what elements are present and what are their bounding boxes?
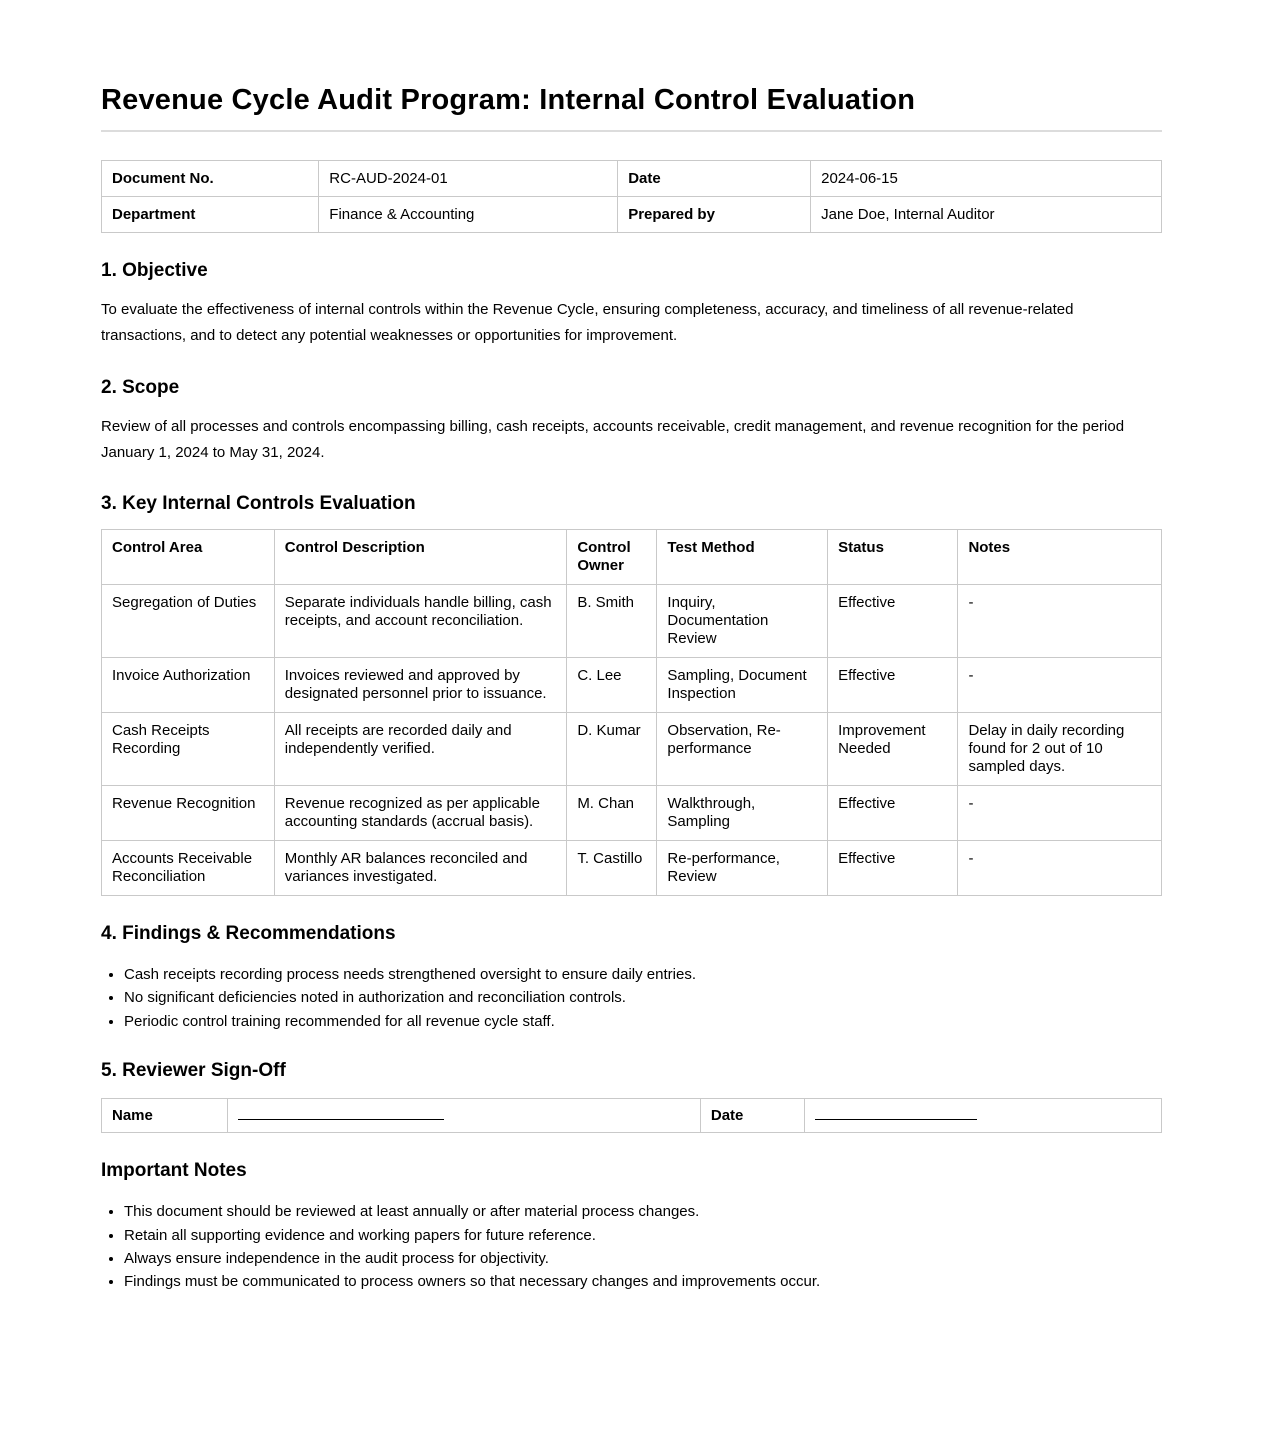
signoff-date-label: Date (700, 1099, 804, 1133)
meta-row (102, 197, 1162, 233)
section-heading-objective: 1. Objective (101, 260, 208, 281)
meta-label-document-no: Document No. (102, 161, 319, 197)
cell-notes: - (958, 786, 1162, 841)
important-notes-list (101, 1200, 1162, 1294)
signoff-table (101, 1098, 1162, 1133)
meta-value-date: 2024-06-15 (811, 161, 1162, 197)
cell-test-method: Walkthrough, Sampling (657, 786, 828, 841)
cell-status: Effective (828, 841, 958, 896)
meta-value-document-no: RC-AUD-2024-01 (319, 161, 618, 197)
cell-control-area: Invoice Authorization (102, 658, 275, 713)
section-heading-findings: 4. Findings & Recommendations (101, 923, 396, 944)
header-test-method: Test Method (657, 530, 828, 585)
controls-row (102, 713, 1162, 786)
meta-value-department: Finance & Accounting (319, 197, 618, 233)
findings-item: • Periodic control training recommended for all revenue cycle staff. (124, 1010, 1162, 1033)
controls-evaluation-table (101, 529, 1162, 896)
cell-status: Improvement Needed (828, 713, 958, 786)
cell-owner: M. Chan (567, 786, 657, 841)
cell-test-method: Observation, Re-performance (657, 713, 828, 786)
cell-control-area: Cash Receipts Recording (102, 713, 275, 786)
header-control-description: Control Description (274, 530, 567, 585)
findings-list (101, 963, 1162, 1033)
cell-description: All receipts are recorded daily and independently verified. (274, 713, 567, 786)
cell-owner: B. Smith (567, 585, 657, 658)
cell-control-area: Segregation of Duties (102, 585, 275, 658)
findings-item: • Cash receipts recording process needs strengthened oversight to ensure daily entries. (124, 963, 1162, 986)
cell-notes: Delay in daily recording found for 2 out of 10 sampled days. (958, 713, 1162, 786)
cell-test-method: Inquiry, Documentation Review (657, 585, 828, 658)
scope-paragraph: Review of all processes and controls encompassing billing, cash receipts, accounts receivable, credit management, and revenue recognition for the period January 1, 2024 to May 31, 2024. (101, 417, 1125, 461)
title-divider (101, 130, 1162, 132)
document-meta-table (101, 160, 1162, 233)
cell-description: Separate individuals handle billing, cash receipts, and account reconciliation. (274, 585, 567, 658)
meta-label-department: Department (102, 197, 319, 233)
signoff-row (102, 1099, 1162, 1133)
cell-description: Invoices reviewed and approved by designated personnel prior to issuance. (274, 658, 567, 713)
meta-label-date: Date (618, 161, 811, 197)
objective-paragraph: To evaluate the effectiveness of internal controls within the Revenue Cycle, ensuring completeness, accuracy, and timeliness of all revenue-related transactions, and to detect any potential weaknesses or opportunities for improvement. (101, 301, 1074, 345)
cell-notes: - (958, 658, 1162, 713)
cell-status: Effective (828, 658, 958, 713)
cell-control-area: Revenue Recognition (102, 786, 275, 841)
section-heading-controls: 3. Key Internal Controls Evaluation (101, 493, 416, 514)
cell-owner: C. Lee (567, 658, 657, 713)
document-page (101, 0, 1162, 1301)
signoff-date-cell (804, 1099, 1161, 1133)
cell-owner: D. Kumar (567, 713, 657, 786)
header-status: Status (828, 530, 958, 585)
section-heading-signoff: 5. Reviewer Sign-Off (101, 1060, 286, 1082)
cell-status: Effective (828, 786, 958, 841)
controls-row (102, 658, 1162, 713)
controls-row (102, 841, 1162, 896)
controls-row (102, 786, 1162, 841)
signoff-name-label: Name (102, 1099, 228, 1133)
cell-description: Revenue recognized as per applicable accounting standards (accrual basis). (274, 786, 567, 841)
header-control-area: Control Area (102, 530, 275, 585)
meta-row (102, 161, 1162, 197)
important-notes-item: • Findings must be communicated to process owners so that necessary changes and improvements occur. (124, 1270, 1162, 1293)
section-heading-important-notes: Important Notes (101, 1160, 247, 1182)
cell-owner: T. Castillo (567, 841, 657, 896)
signature-line (238, 1105, 444, 1120)
cell-notes: - (958, 841, 1162, 896)
date-line (815, 1105, 977, 1120)
meta-value-prepared-by: Jane Doe, Internal Auditor (811, 197, 1162, 233)
signoff-name-cell (228, 1099, 701, 1133)
page-title: Revenue Cycle Audit Program: Internal Control Evaluation (101, 84, 916, 116)
cell-control-area: Accounts Receivable Reconciliation (102, 841, 275, 896)
important-notes-item: • Always ensure independence in the audit process for objectivity. (124, 1247, 1162, 1270)
important-notes-item: • Retain all supporting evidence and working papers for future reference. (124, 1224, 1162, 1247)
cell-description: Monthly AR balances reconciled and variances investigated. (274, 841, 567, 896)
meta-label-prepared-by: Prepared by (618, 197, 811, 233)
controls-row (102, 585, 1162, 658)
header-notes: Notes (958, 530, 1162, 585)
header-control-owner: Control Owner (567, 530, 657, 585)
findings-item: • No significant deficiencies noted in authorization and reconciliation controls. (124, 986, 1162, 1009)
controls-header-row (102, 530, 1162, 585)
cell-notes: - (958, 585, 1162, 658)
cell-status: Effective (828, 585, 958, 658)
important-notes-item: • This document should be reviewed at least annually or after material process changes. (124, 1200, 1162, 1223)
cell-test-method: Re-performance, Review (657, 841, 828, 896)
section-heading-scope: 2. Scope (101, 376, 180, 398)
cell-test-method: Sampling, Document Inspection (657, 658, 828, 713)
